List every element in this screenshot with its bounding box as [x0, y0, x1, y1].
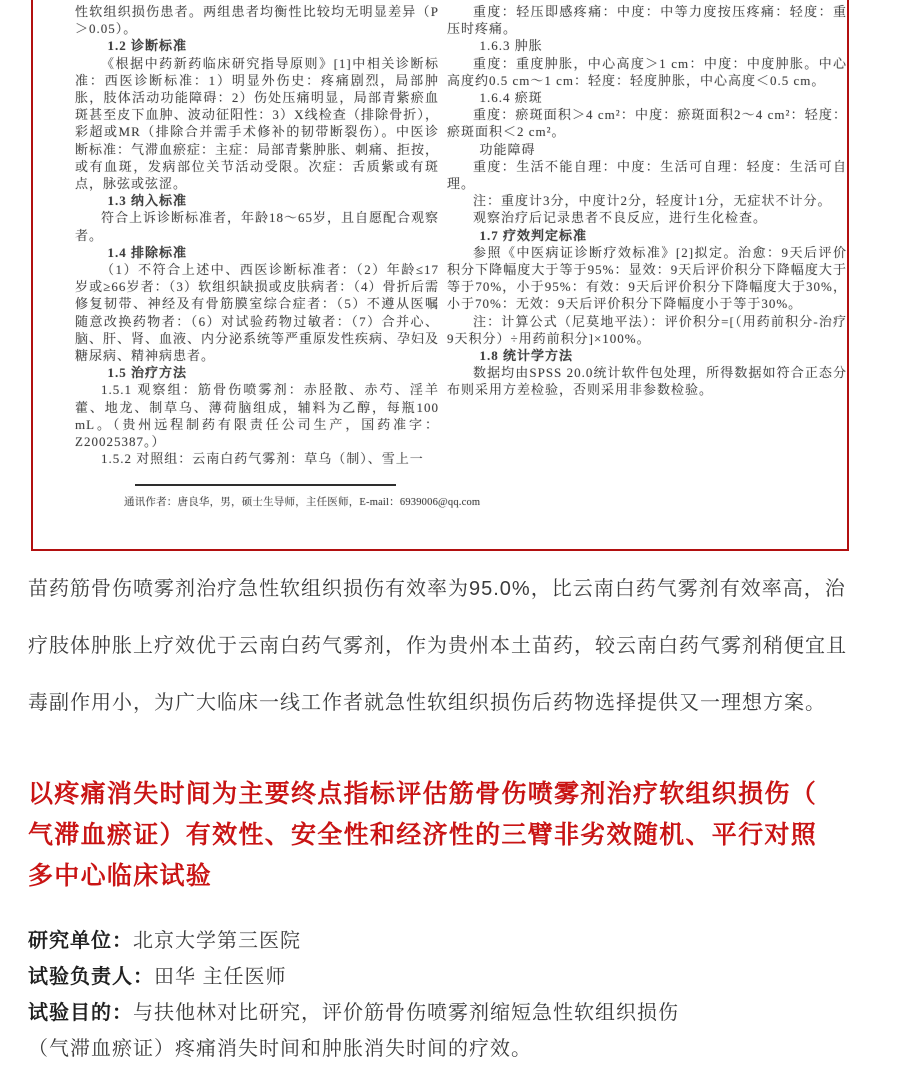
field-institution — [28, 923, 698, 959]
scan-paragraph: 1.4 排除标准 — [107, 244, 188, 260]
scan-paragraph: 符合上诉诊断标准者，年龄18～65岁，且自愿配合观察者。 — [75, 210, 440, 243]
field-principal-investigator-label: 试验负责人： — [28, 966, 154, 988]
field-trial-purpose-label: 试验目的： — [28, 1002, 133, 1024]
scan-paragraph: 1.6.3 肿胀 — [479, 38, 543, 54]
scan-paragraph: 1.5.2 对照组：云南白药气雾剂：草乌（制）、雪上一 — [101, 451, 424, 467]
scan-footnote — [124, 484, 480, 509]
scan-paragraph: 参照《中医病证诊断疗效标准》[2]拟定。治愈：9天后评价积分下降幅度大于等于95%：显效：9天后评价积分下降幅度大于等于70%，小于95%：有效：9天后评价积分下降幅度大于30%，小于70%：无效：9天后评价积分下降幅度小于等于30%。 — [447, 244, 847, 312]
scan-columns — [33, 0, 847, 482]
field-trial-purpose-value: 与扶他林对比研究，评价筋骨伤喷雾剂缩短急性软组织损伤（气滞血瘀证）疼痛消失时间和肿胀消失时间的疗效。 — [28, 1002, 679, 1060]
summary-paragraph — [28, 571, 872, 722]
summary-line: 疗肢体肿胀上疗效优于云南白药气雾剂，作为贵州本土苗药，较云南白药气雾剂稍便宜且 — [28, 635, 847, 657]
scan-paragraph: 重度：生活不能自理：中度：生活可自理：轻度：生活可自理。 — [447, 158, 847, 192]
trial-title-line: 气滞血瘀证）有效性、安全性和经济性的三臂非劣效随机、平行对照 — [28, 821, 818, 849]
field-trial-purpose — [28, 995, 698, 1067]
scan-paragraph: 《根据中药新药临床研究指导原则》[1]中相关诊断标准：西医诊断标准：1）明显外伤史：疼痛剧烈，局部肿胀，肢体活动功能障碍：2）伤处压痛明显，局部青紫瘀血斑甚至皮下血肿、波动征阳性：3）X线检查（排除骨折），彩超或MR（排除合并需手术修补的韧带断裂伤）。中医诊断标准：气滞血瘀症：主症：局部青紫肿胀、刺痛、拒按，或有血斑，发病部位关节活动受限。次症：舌质紫或有斑点，脉弦或弦涩。 — [75, 55, 440, 192]
trial-title — [28, 774, 872, 897]
field-institution-value: 北京大学第三医院 — [133, 930, 301, 952]
scan-paragraph: 1.8 统计学方法 — [479, 348, 574, 364]
scan-paragraph: 重度：重度肿胀，中心高度＞1 cm：中度：中度肿胀。中心高度约0.5 cm～1 cm：轻度：轻度肿胀，中心高度＜0.5 cm。 — [447, 55, 847, 88]
scan-paragraph: （1）不符合上述中、西医诊断标准者：（2）年龄≤17岁或≥66岁者：（3）软组织缺损或皮肤病者：（4）骨折后需修复韧带、神经及有骨筋膜室综合症者：（5）不遵从医嘱随意改换药物者：（6）对试验药物过敏者：（7）合并心、脑、肝、肾、血液、内分泌系统等严重原发性疾病、孕妇及糖尿病、精神病患者。 — [75, 262, 440, 364]
scan-paragraph: 性软组织损伤患者。两组患者均衡性比较均无明显差异（P＞0.05）。 — [75, 4, 439, 37]
scan-paragraph: 1.5.1 观察组：筋骨伤喷雾剂：赤胫散、赤芍、淫羊藿、地龙、制草乌、薄荷脑组成，辅料为乙醇，每瓶100 mL。（贵州远程制药有限责任公司生产，国药准字：Z20025387。） — [75, 382, 439, 450]
field-principal-investigator-value: 田华 主任医师 — [154, 966, 287, 988]
trial-title-line: 以疼痛消失时间为主要终点指标评估筋骨伤喷雾剂治疗软组织损伤（ — [28, 780, 818, 808]
scan-paragraph: 重度：瘀斑面积＞4 cm²：中度：瘀斑面积2～4 cm²：轻度：瘀斑面积＜2 cm²。 — [447, 107, 847, 140]
summary-line: 毒副作用小，为广大临床一线工作者就急性软组织损伤后药物选择提供又一理想方案。 — [28, 692, 826, 714]
scan-paragraph: 注：重度计3分，中度计2分，轻度计1分，无症状不计分。 — [473, 193, 832, 209]
scan-paragraph: 注：计算公式（尼莫地平法）：评价积分=[（用药前积分-治疗9天积分）÷用药前积分]×100%。 — [447, 313, 847, 346]
scan-paragraph: 1.3 纳入标准 — [107, 193, 188, 209]
scan-paragraph: 1.6.4 瘀斑 — [479, 90, 543, 106]
corresponding-author-note: 通讯作者：唐良华，男，硕士生导师，主任医师，E-mail：6939006@qq.com — [124, 497, 481, 508]
scan-right-column — [447, 3, 847, 482]
field-institution-label: 研究单位： — [28, 930, 133, 952]
scan-paragraph: 数据均由SPSS 20.0统计软件包处理，所得数据如符合正态分布则采用方差检验，否则采用非参数检验。 — [447, 365, 847, 398]
scan-paragraph: 1.5 治疗方法 — [107, 365, 188, 381]
scan-paragraph: 功能障碍 — [479, 141, 536, 157]
trial-title-line: 多中心临床试验 — [28, 862, 213, 890]
field-principal-investigator — [28, 959, 698, 995]
scanned-paper — [31, 0, 849, 551]
summary-line: 苗药筋骨伤喷雾剂治疗急性软组织损伤有效率为95.0%，比云南白药气雾剂有效率高，治 — [28, 578, 846, 600]
scan-paragraph: 观察治疗后记录患者不良反应，进行生化检查。 — [473, 210, 768, 226]
scan-left-column — [75, 3, 439, 482]
footnote-rule — [135, 484, 396, 486]
scan-paragraph: 重度：轻压即感疼痛：中度：中等力度按压疼痛：轻度：重压时疼痛。 — [447, 4, 847, 37]
trial-fields — [28, 923, 698, 1067]
scan-paragraph: 1.7 疗效判定标准 — [479, 227, 588, 243]
scan-paragraph: 1.2 诊断标准 — [107, 38, 188, 54]
